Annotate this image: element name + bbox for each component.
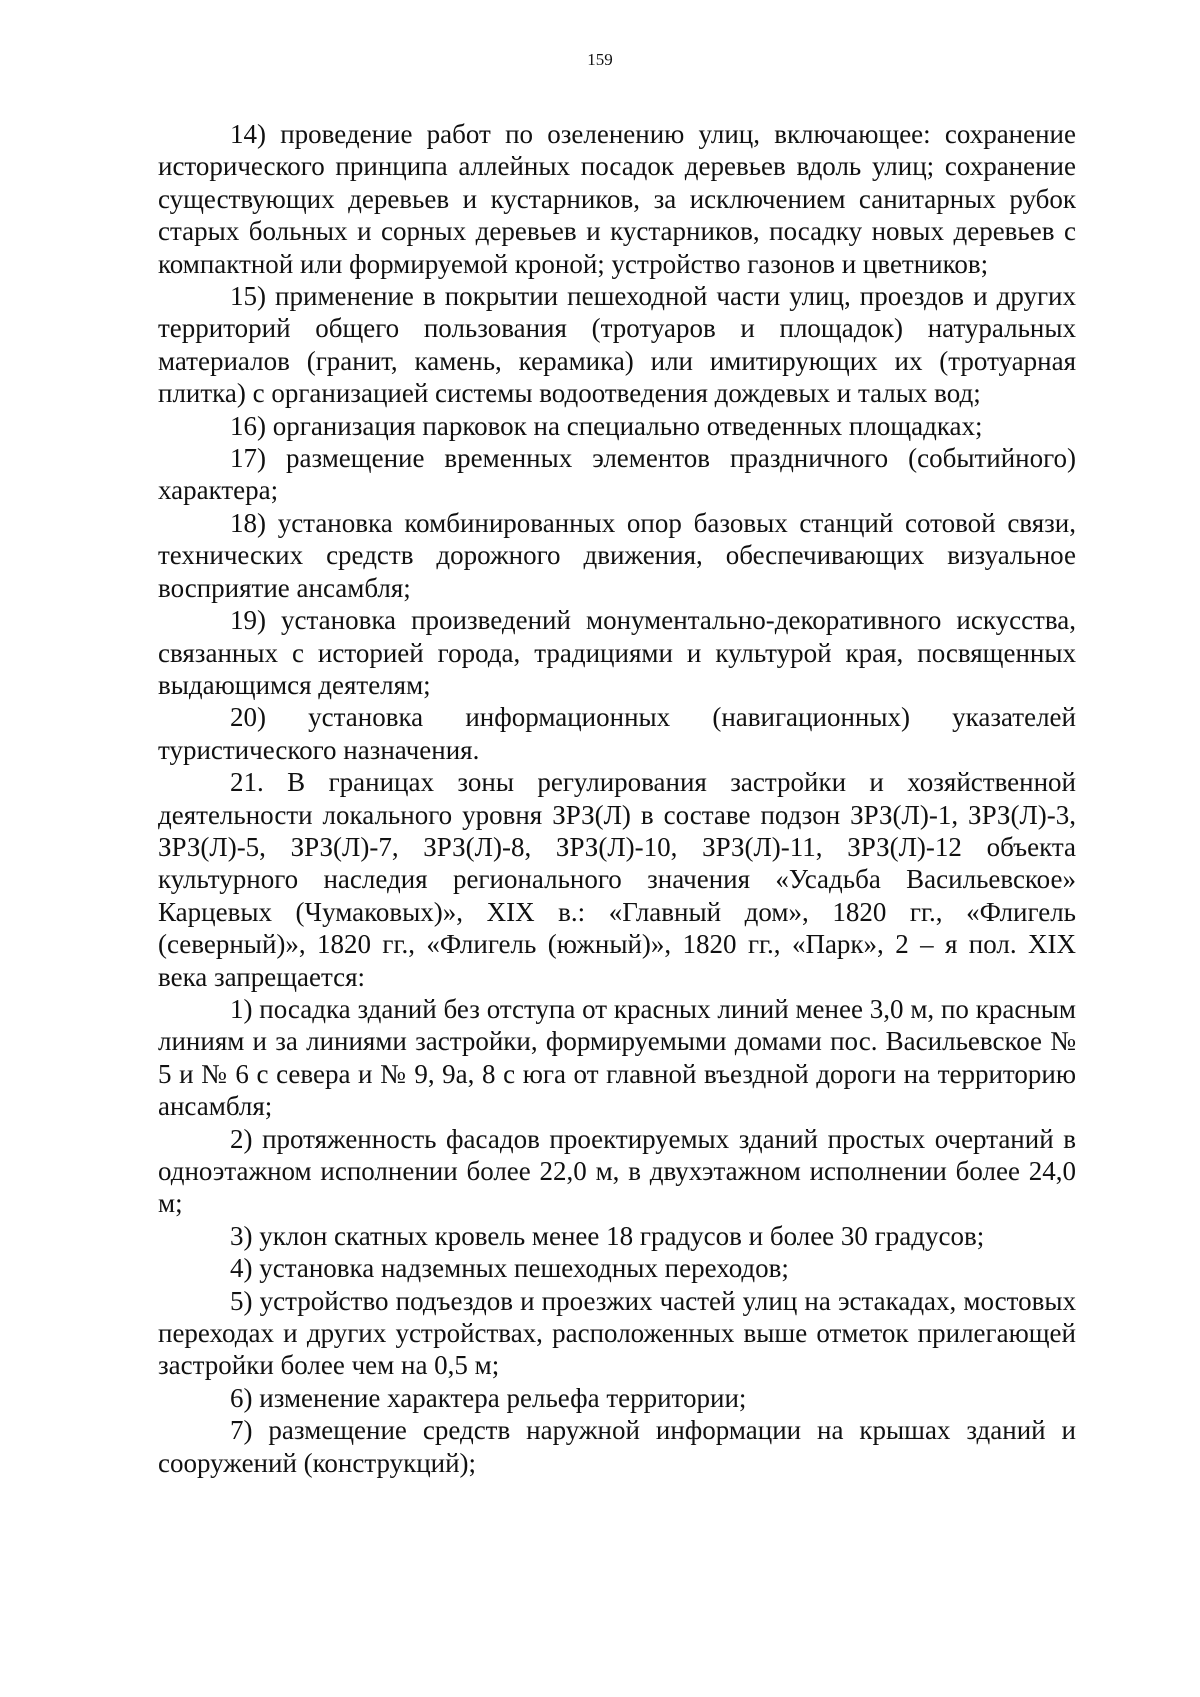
paragraph-prohibition-5: 5) устройство подъездов и проезжих частей улиц на эстакадах, мостовых переходах и других устройствах, расположенных выше отметок прилегающей застройки более чем на 0,5 м; xyxy=(158,1285,1076,1381)
page-number: 159 xyxy=(587,50,613,69)
paragraph-prohibition-6: 6) изменение характера рельефа территории; xyxy=(230,1382,747,1413)
paragraph-prohibition-4: 4) установка надземных пешеходных переходов; xyxy=(230,1253,789,1284)
paragraph-prohibition-7: 7) размещение средств наружной информации на крышах зданий и сооружений (конструкций); xyxy=(158,1415,1076,1478)
paragraph-item-18: 18) установка комбинированных опор базовых станций сотовой связи, технических средств дорожного движения, обеспечивающих визуальное восприятие ансамбля; xyxy=(158,507,1076,603)
paragraph-item-16: 16) организация парковок на специально отведенных площадках; xyxy=(230,410,983,441)
paragraph-item-17: 17) размещение временных элементов праздничного (событийного) характера; xyxy=(158,443,1076,506)
paragraph-item-15: 15) применение в покрытии пешеходной части улиц, проездов и других территорий общего пользования (тротуаров и площадок) натуральных материалов (гранит, камень, керамика) или имитирующих их (тротуарная плитка) с организацией системы водоотведения дождевых и талых вод; xyxy=(158,281,1076,409)
paragraph-item-20: 20) установка информационных (навигационных) указателей туристического назначения. xyxy=(158,702,1076,765)
paragraph-item-19: 19) установка произведений монументально-декоративного искусства, связанных с историей города, традициями и культурой края, посвященных выдающимся деятелям; xyxy=(158,605,1076,700)
paragraph-prohibition-2: 2) протяженность фасадов проектируемых зданий простых очертаний в одноэтажном исполнении более 22,0 м, в двухэтажном исполнении более 24,0 м; xyxy=(158,1123,1076,1219)
paragraph-section-21: 21. В границах зоны регулирования застройки и хозяйственной деятельности локального уровня ЗРЗ(Л) в составе подзон ЗРЗ(Л)-1, ЗРЗ(Л)-3, ЗРЗ(Л)-5, ЗРЗ(Л)-7, ЗРЗ(Л)-8, ЗРЗ(Л)-10, ЗРЗ(Л)-11, ЗРЗ(Л)-12 объекта культурного наследия регионального значения «Усадьба Васильевское» Карцевых (Чумаковых)», XIX в.: «Главный дом», 1820 гг., «Флигель (северный)», 1820 гг., «Флигель (южный)», 1820 гг., «Парк», 2 – я пол. XIX века запрещается: xyxy=(158,767,1076,992)
paragraph-prohibition-1: 1) посадка зданий без отступа от красных линий менее 3,0 м, по красным линиям и за линиями застройки, формируемыми домами пос. Васильевское № 5 и № 6 с севера и № 9, 9а, 8 с юга от главной въездной дороги на территорию ансамбля; xyxy=(158,993,1076,1122)
document-body xyxy=(158,118,1076,1479)
paragraph-prohibition-3: 3) уклон скатных кровель менее 18 градусов и более 30 градусов; xyxy=(230,1220,985,1251)
paragraph-item-14: 14) проведение работ по озеленению улиц, включающее: сохранение исторического принципа аллейных посадок деревьев вдоль улиц; сохранение существующих деревьев и кустарников, за исключением санитарных рубок старых больных и сорных деревьев и кустарников, посадку новых деревьев с компактной или формируемой кроной; устройство газонов и цветников; xyxy=(158,119,1076,279)
